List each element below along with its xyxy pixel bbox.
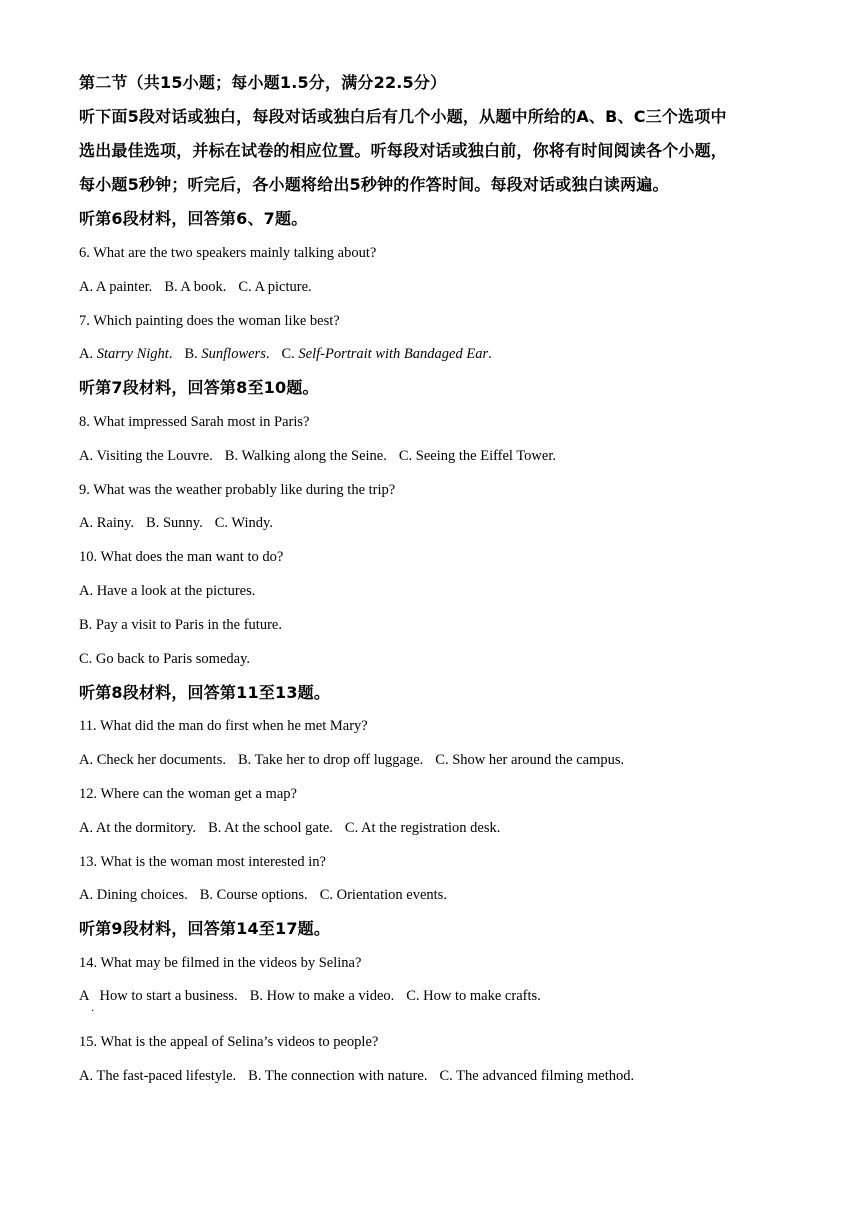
option-a: A. The fast-paced lifestyle.: [79, 1068, 237, 1084]
question-9-options: [79, 513, 273, 533]
section-header: 第二节（共15小题；每小题1.5分，满分22.5分）: [79, 73, 447, 92]
option-b: B. Sunny.: [146, 515, 203, 531]
option-c: C. A picture.: [238, 279, 312, 295]
option-b: B. A book.: [164, 279, 227, 295]
question-10-option-b: B. Pay a visit to Paris in the future.: [79, 617, 282, 633]
question-14-options: [79, 986, 541, 1006]
option-b: B. How to make a video.: [249, 988, 395, 1004]
group-heading-7: 听第7段材料，回答第8至10题。: [79, 378, 319, 397]
instructions-line-2: 选出最佳选项，并标在试卷的相应位置。听每段对话或独白前，你将有时间阅读各个小题，: [79, 141, 728, 160]
option-a: A. Starry Night.: [79, 346, 173, 362]
instructions-line-3: 每小题5秒钟；听完后，各小题将给出5秒钟的作答时间。每段对话或独白读两遍。: [79, 175, 669, 194]
stray-dot-mark: ·: [91, 1006, 95, 1017]
instructions-line-1: 听下面5段对话或独白，每段对话或独白后有几个小题，从题中所给的A、B、C三个选项中: [79, 107, 727, 126]
question-10-stem: 10. What does the man want to do?: [79, 549, 284, 565]
question-6-stem: 6. What are the two speakers mainly talking about?: [79, 245, 377, 261]
option-c: C. How to make crafts.: [406, 988, 541, 1004]
option-a: A. Check her documents.: [79, 752, 226, 768]
option-b: B. Take her to drop off luggage.: [237, 752, 424, 768]
question-15-stem: 15. What is the appeal of Selina’s videos to people?: [79, 1034, 379, 1050]
option-c: C. The advanced filming method.: [439, 1068, 635, 1084]
question-10-option-c: C. Go back to Paris someday.: [79, 651, 251, 667]
option-c: C. Orientation events.: [319, 887, 447, 903]
question-12-stem: 12. Where can the woman get a map?: [79, 786, 297, 802]
group-heading-9: 听第9段材料，回答第14至17题。: [79, 919, 331, 938]
question-12-options: [79, 818, 500, 838]
question-13-stem: 13. What is the woman most interested in?: [79, 854, 326, 870]
question-15-options: [79, 1066, 634, 1086]
question-13-options: [79, 885, 447, 905]
question-7-options: [79, 344, 492, 364]
question-7-stem: 7. Which painting does the woman like best?: [79, 313, 340, 329]
question-8-stem: 8. What impressed Sarah most in Paris?: [79, 414, 310, 430]
option-a: A. Visiting the Louvre.: [79, 448, 213, 464]
option-b: B. Walking along the Seine.: [224, 448, 387, 464]
question-11-stem: 11. What did the man do first when he met Mary?: [79, 718, 368, 734]
option-a: A. Dining choices.: [79, 887, 188, 903]
question-11-options: [79, 750, 624, 770]
question-6-options: [79, 277, 312, 297]
option-c: C. At the registration desk.: [344, 820, 501, 836]
question-10-option-a: A. Have a look at the pictures.: [79, 583, 256, 599]
option-c: C. Self-Portrait with Bandaged Ear.: [281, 346, 492, 362]
group-heading-6: 听第6段材料，回答第6、7题。: [79, 209, 308, 228]
question-8-options: [79, 446, 556, 466]
question-9-stem: 9. What was the weather probably like during the trip?: [79, 482, 396, 498]
option-b: B. Sunflowers.: [184, 346, 270, 362]
option-c: C. Seeing the Eiffel Tower.: [398, 448, 556, 464]
option-a: A How to start a business.: [79, 988, 238, 1004]
option-c: C. Show her around the campus.: [435, 752, 625, 768]
option-b: B. Course options.: [199, 887, 308, 903]
option-b: B. At the school gate.: [208, 820, 333, 836]
option-c: C. Windy.: [214, 515, 273, 531]
group-heading-8: 听第8段材料，回答第11至13题。: [79, 683, 331, 702]
option-a: A. At the dormitory.: [79, 820, 197, 836]
option-a: A. Rainy.: [79, 515, 135, 531]
option-b: B. The connection with nature.: [248, 1068, 428, 1084]
question-14-stem: 14. What may be filmed in the videos by Selina?: [79, 955, 362, 971]
option-a: A. A painter.: [79, 279, 153, 295]
